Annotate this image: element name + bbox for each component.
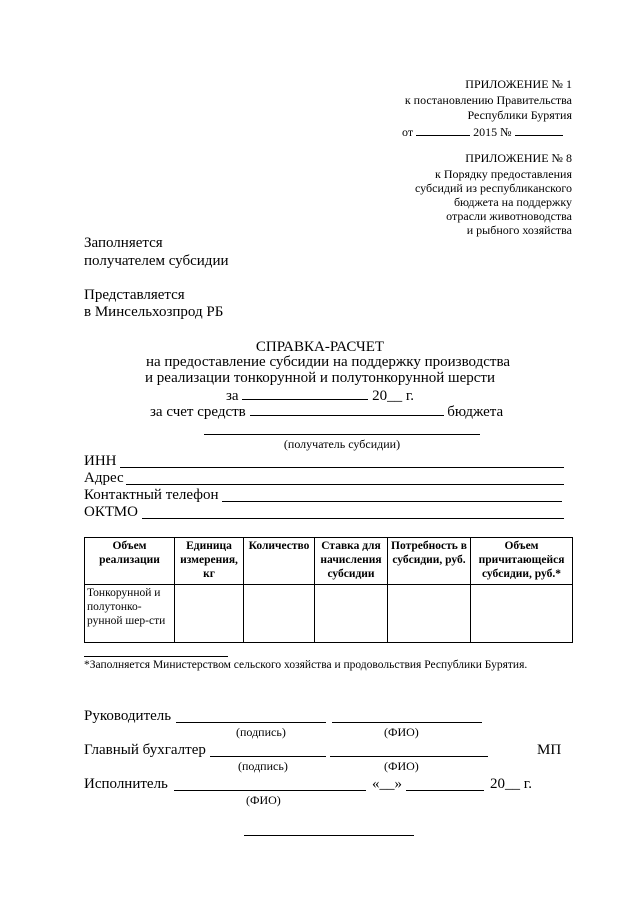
filled-by-line1: Заполняется xyxy=(84,235,163,251)
name-caption: (ФИО) xyxy=(384,725,419,739)
date-blank xyxy=(416,122,470,136)
inn-line xyxy=(120,467,564,468)
head-signature-line[interactable] xyxy=(176,722,326,723)
oktmo-line xyxy=(142,518,564,519)
funds-suffix: бюджета xyxy=(447,404,504,420)
appendix1-line2: Республики Бурятия xyxy=(467,108,572,122)
accountant-signature-line[interactable] xyxy=(210,756,326,757)
date-no-label: № xyxy=(500,125,512,139)
funds-blank xyxy=(250,402,444,416)
appendix1-date-line xyxy=(402,122,563,140)
table-cell[interactable] xyxy=(388,585,471,643)
table-cell[interactable] xyxy=(315,585,388,643)
date-from-label: от xyxy=(402,125,414,139)
table-cell[interactable] xyxy=(244,585,315,643)
executor-name-line[interactable] xyxy=(174,790,366,791)
oktmo-label: ОКТМО xyxy=(84,504,138,520)
col-header: Количество xyxy=(244,538,315,585)
document-subtitle2: и реализации тонкорунной и полутонкорунной шерсти xyxy=(145,370,495,386)
phone-line xyxy=(222,501,562,502)
period-year: 20__ г. xyxy=(372,388,415,404)
accountant-label: Главный бухгалтер xyxy=(84,742,206,758)
table-cell[interactable] xyxy=(175,585,244,643)
date-year: 2015 xyxy=(473,125,498,139)
bottom-line xyxy=(244,835,414,836)
stamp-label: МП xyxy=(537,742,562,758)
filled-by-line2: получателем субсидии xyxy=(84,253,229,269)
head-label: Руководитель xyxy=(84,708,172,724)
appendix8-line: субсидий из республиканского xyxy=(415,181,572,195)
appendix1-title: ПРИЛОЖЕНИЕ № 1 xyxy=(465,77,572,91)
appendix8-title: ПРИЛОЖЕНИЕ № 8 xyxy=(465,151,572,165)
presented-to-line1: Представляется xyxy=(84,287,185,303)
document-title: СПРАВКА-РАСЧЕТ xyxy=(255,339,385,355)
col-header: Объем причитающейся субсидии, руб.* xyxy=(471,538,573,585)
col-header: Ставка для начисления субсидии xyxy=(315,538,388,585)
col-header: Единица измерения, кг xyxy=(175,538,244,585)
appendix8-line: бюджета на поддержку xyxy=(453,195,572,209)
sign-caption: (подпись) xyxy=(236,725,286,739)
period-blank xyxy=(242,386,368,400)
name-caption: (ФИО) xyxy=(384,759,419,773)
appendix8-line: и рыбного хозяйства xyxy=(466,223,572,237)
calculation-table xyxy=(84,537,573,643)
presented-to-line2: в Минсельхозпрод РБ xyxy=(84,304,224,320)
name-caption: (ФИО) xyxy=(246,793,281,807)
recipient-caption: (получатель субсидии) xyxy=(283,437,401,451)
document-subtitle1: на предоставление субсидии на поддержку производства xyxy=(145,354,511,370)
appendix8-line: к Порядку предоставления xyxy=(434,167,572,181)
number-blank xyxy=(515,122,563,136)
appendix8-line: отрасли животноводства xyxy=(446,209,572,223)
date-quote: «__» xyxy=(372,776,402,792)
phone-label: Контактный телефон xyxy=(84,487,219,503)
executor-label: Исполнитель xyxy=(84,776,168,792)
accountant-name-line[interactable] xyxy=(330,756,488,757)
table-row xyxy=(85,585,573,643)
address-label: Адрес xyxy=(84,470,124,486)
col-header: Потребность в субсидии, руб. xyxy=(388,538,471,585)
table-cell[interactable]: Тонкорунной и полутонко-рунной шер-сти xyxy=(85,585,175,643)
address-line xyxy=(126,484,564,485)
col-header: Объем реализации xyxy=(85,538,175,585)
sign-caption: (подпись) xyxy=(238,759,288,773)
footnote: *Заполняется Министерством сельского хозяйства и продовольствия Республики Бурятия. xyxy=(84,659,528,671)
footnote-separator xyxy=(84,656,228,657)
table-cell[interactable] xyxy=(471,585,573,643)
funds-line xyxy=(150,402,503,421)
period-prefix: за xyxy=(226,388,239,404)
appendix1-line1: к постановлению Правительства xyxy=(404,93,572,107)
head-name-line[interactable] xyxy=(332,722,482,723)
funds-prefix: за счет средств xyxy=(150,404,246,420)
inn-label: ИНН xyxy=(84,453,117,469)
date-month-line[interactable] xyxy=(406,790,484,791)
date-year: 20__ г. xyxy=(490,776,532,792)
table-header-row xyxy=(85,538,573,585)
recipient-line xyxy=(204,434,480,435)
